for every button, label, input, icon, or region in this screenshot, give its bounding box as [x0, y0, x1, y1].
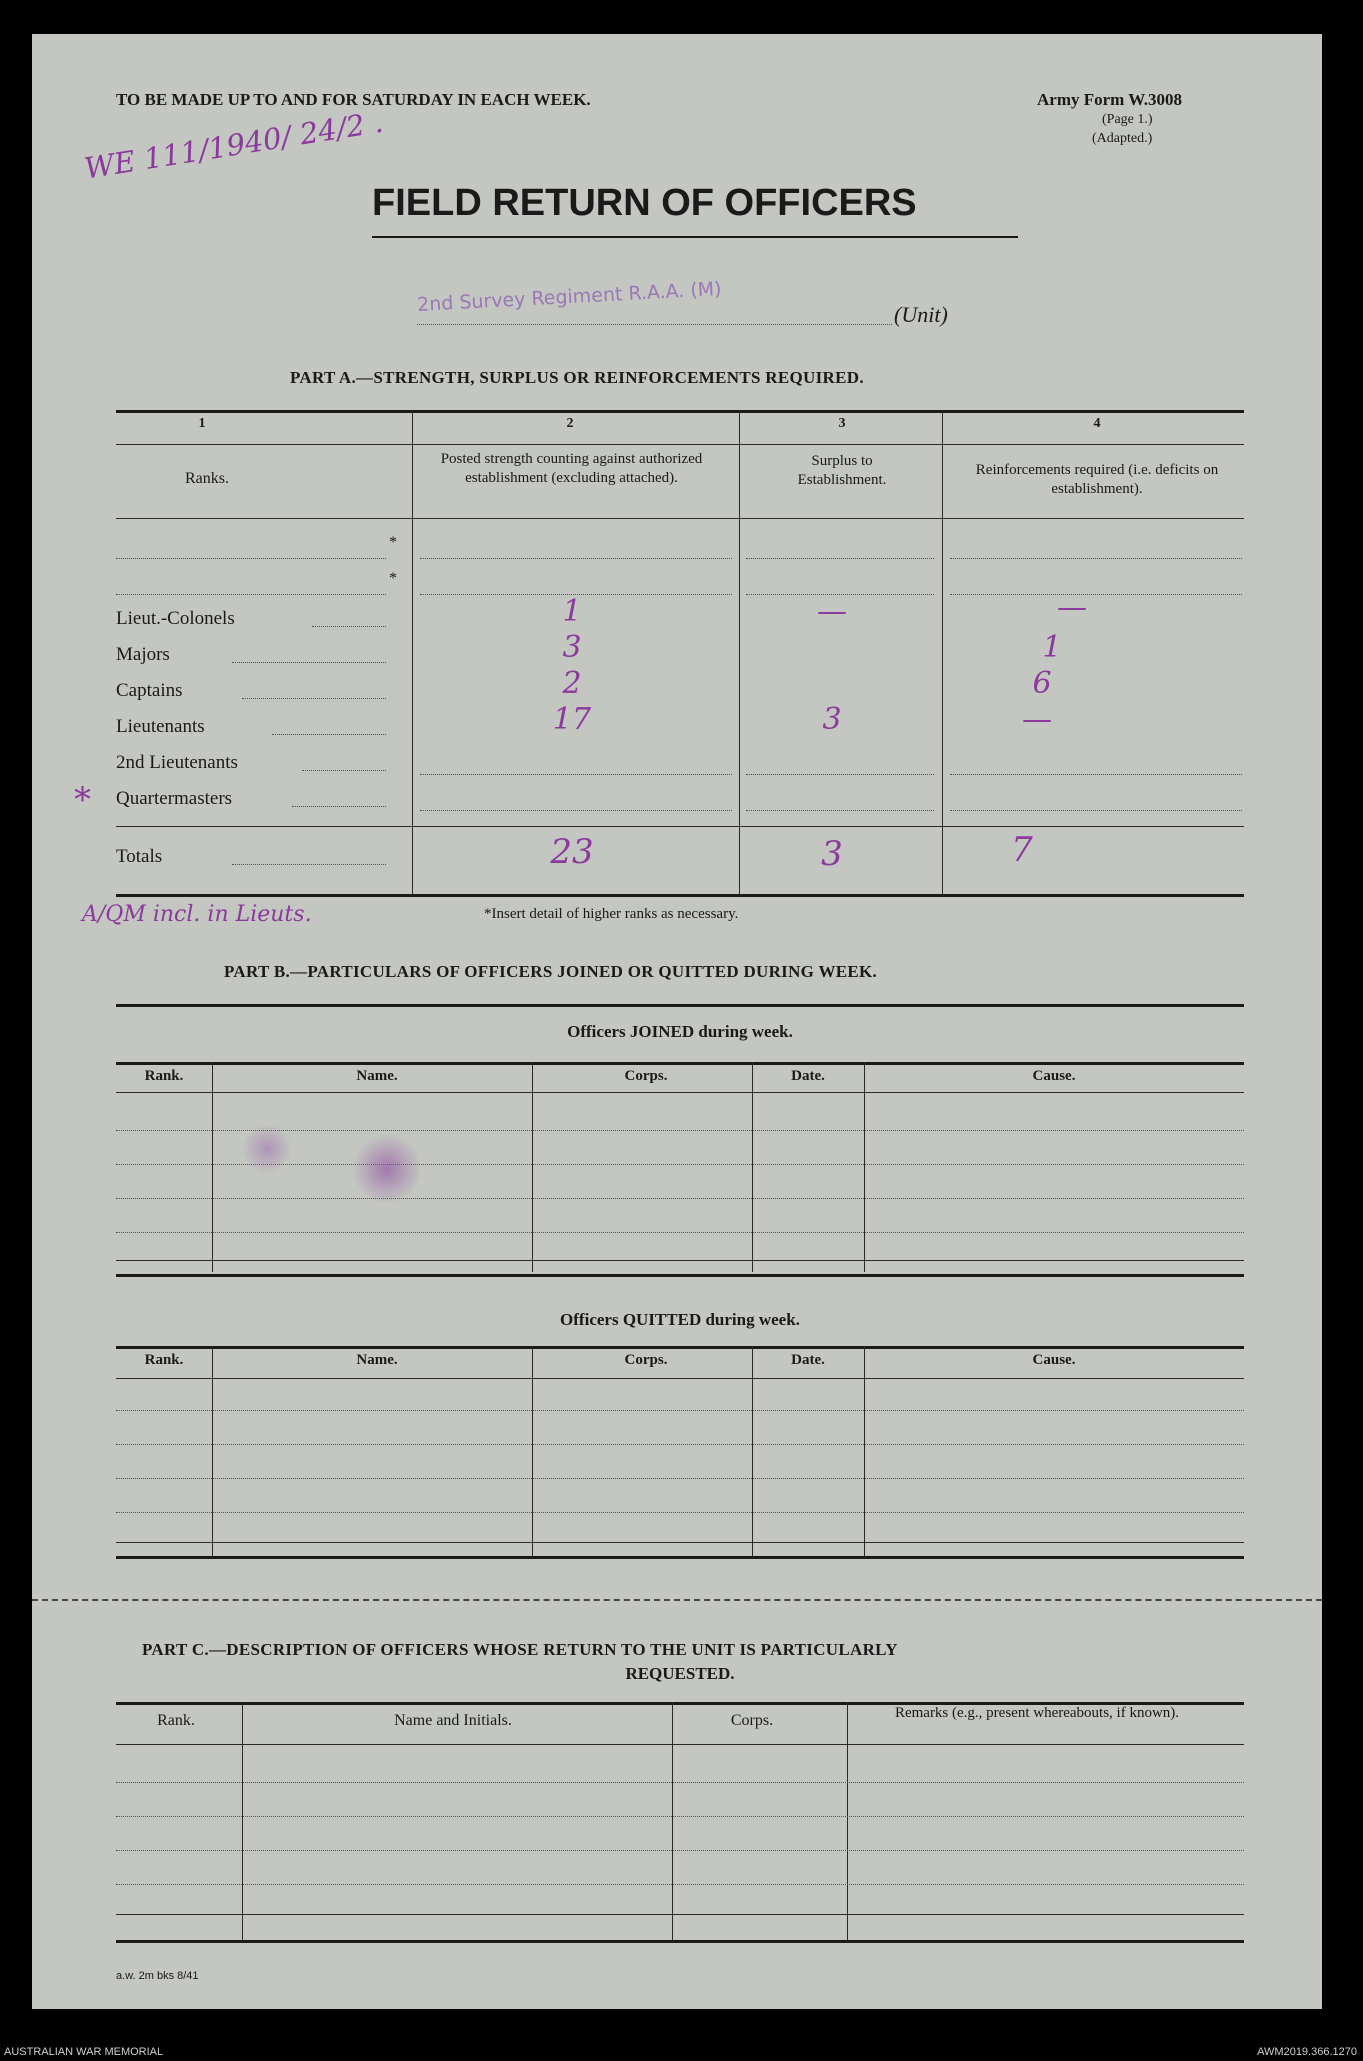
ranks-header: Ranks. [185, 470, 229, 487]
form-page: (Page 1.) [1102, 112, 1153, 127]
part-c-title: PART C.—DESCRIPTION OF OFFICERS WHOSE RETURN TO THE UNIT IS PARTICULARLY [142, 1640, 898, 1659]
totals-reinf: 7 [1011, 830, 1033, 870]
part-c-row-line-2 [116, 1816, 1244, 1817]
quitted-name-header: Name. [356, 1352, 398, 1368]
surplus-dots [746, 810, 934, 811]
col-number-1: 1 [198, 416, 206, 431]
reinf-dots [950, 774, 1242, 775]
part-c-vline-1 [242, 1702, 243, 1942]
posted-value: 1 [562, 594, 582, 629]
part-a-footnote: *Insert detail of higher ranks as necessary. [484, 906, 739, 922]
asterisk-mark-2: * [389, 570, 397, 587]
quitted-row-line-4 [116, 1512, 1244, 1513]
joined-vline-1 [212, 1062, 213, 1272]
part-a-title: PART A.—STRENGTH, SURPLUS OR REINFORCEMENTS REQUIRED. [290, 368, 864, 387]
page-title: FIELD RETURN OF OFFICERS [372, 182, 917, 224]
posted-header: Posted strength counting against authorized establishment (excluding attached). [440, 451, 703, 486]
joined-header-rule [116, 1092, 1244, 1093]
quitted-header-rule [116, 1378, 1244, 1379]
quitted-date-header: Date. [791, 1352, 825, 1368]
unit-stamp: 2nd Survey Regiment R.A.A. (M) [416, 278, 723, 316]
asterisk-mark-1: * [389, 534, 397, 551]
totals-label: Totals [116, 846, 163, 867]
archive-credit: AUSTRALIAN WAR MEMORIAL [4, 2046, 164, 2058]
part-c-name-header: Name and Initials. [394, 1712, 512, 1729]
part-a-vline-2 [739, 410, 740, 896]
joined-row-line-4 [116, 1232, 1244, 1233]
joined-last-line [116, 1260, 1244, 1261]
part-a-vline-3 [942, 410, 943, 896]
surplus-value: 3 [822, 702, 842, 737]
rank-label: Captains [116, 680, 183, 701]
rank-leader-dots [312, 626, 386, 627]
rank-leader-dots [232, 662, 386, 663]
rank-leader-dots [302, 770, 386, 771]
joined-rank-header: Rank. [144, 1068, 184, 1084]
rank-leader-dots [272, 734, 386, 735]
reinf-dots-a1 [950, 558, 1242, 559]
quitted-row-line-1 [116, 1410, 1244, 1411]
surplus-dots-a1 [746, 558, 934, 559]
col-number-4: 4 [1093, 416, 1101, 431]
part-a-vline-1 [412, 410, 413, 896]
part-a-header-rule [116, 518, 1244, 519]
rank-dots-a1 [116, 558, 386, 559]
rank-label: Majors [116, 644, 170, 665]
part-c-vline-2 [672, 1702, 673, 1942]
part-c-row-line-1 [116, 1782, 1244, 1783]
part-c-vline-3 [847, 1702, 848, 1942]
posted-value: 2 [562, 666, 582, 701]
rank-label: Quartermasters [116, 788, 233, 809]
posted-value: 17 [552, 702, 592, 737]
part-c-remarks-header: Remarks (e.g., present whereabouts, if known). [894, 1705, 1180, 1721]
reinf-value: — [1057, 590, 1087, 625]
part-c-header-rule [116, 1744, 1244, 1745]
title-underline [372, 236, 1018, 238]
instruction-text: TO BE MADE UP TO AND FOR SATURDAY IN EACH WEEK. [116, 90, 591, 109]
joined-row-line-1 [116, 1130, 1244, 1131]
posted-value: 3 [562, 630, 582, 665]
posted-dots [420, 774, 732, 775]
reinf-value: 6 [1032, 666, 1052, 701]
part-c-row-line-4 [116, 1884, 1244, 1885]
part-b-title: PART B.—PARTICULARS OF OFFICERS JOINED OR QUITTED DURING WEEK. [224, 962, 878, 981]
rank-leader-dots [242, 698, 386, 699]
part-c-title-cont: REQUESTED. [625, 1664, 735, 1683]
quitted-rank-header: Rank. [144, 1352, 184, 1368]
quitted-vline-4 [864, 1346, 865, 1556]
ink-blot-1 [242, 1124, 292, 1174]
joined-title: Officers JOINED during week. [567, 1022, 793, 1041]
part-c-last-line [116, 1914, 1244, 1915]
joined-vline-4 [864, 1062, 865, 1272]
quitted-row-line-3 [116, 1478, 1244, 1479]
joined-top-rule [116, 1062, 1244, 1065]
quitted-last-line [116, 1542, 1244, 1543]
joined-bottom-rule [116, 1274, 1244, 1277]
joined-vline-2 [532, 1062, 533, 1272]
handwritten-note: A/QM incl. in Lieuts. [82, 902, 312, 927]
totals-leader-dots [232, 864, 386, 865]
ink-blot-2 [352, 1134, 422, 1204]
form-adapted: (Adapted.) [1092, 131, 1153, 146]
quitted-row-line-2 [116, 1444, 1244, 1445]
joined-date-header: Date. [791, 1068, 825, 1084]
rank-label: Lieut.-Colonels [116, 608, 235, 629]
quitted-vline-3 [752, 1346, 753, 1556]
posted-dots [420, 810, 732, 811]
part-c-rank-header: Rank. [157, 1712, 195, 1729]
totals-surplus: 3 [821, 834, 843, 874]
part-a-number-rule [116, 444, 1244, 445]
part-c-bottom-rule [116, 1940, 1244, 1943]
unit-label: (Unit) [894, 302, 948, 327]
reinf-value: — [1022, 702, 1052, 737]
form-number: Army Form W.3008 [1037, 90, 1182, 109]
quitted-corps-header: Corps. [624, 1352, 668, 1368]
part-a-top-rule [116, 410, 1244, 413]
col-number-3: 3 [838, 416, 846, 431]
reinf-value: 1 [1042, 630, 1062, 665]
totals-top-rule [116, 826, 1244, 827]
joined-cause-header: Cause. [1032, 1068, 1076, 1084]
quitted-bottom-rule [116, 1556, 1244, 1559]
joined-vline-3 [752, 1062, 753, 1272]
quitted-vline-1 [212, 1346, 213, 1556]
quartermasters-asterisk: * [74, 780, 91, 820]
joined-name-header: Name. [356, 1068, 398, 1084]
archive-id: AWM2019.366.1270 [1257, 2046, 1357, 2058]
quitted-vline-2 [532, 1346, 533, 1556]
quitted-cause-header: Cause. [1032, 1352, 1076, 1368]
part-a-bottom-rule [116, 894, 1244, 897]
posted-dots-a1 [420, 558, 732, 559]
rank-dots-a2 [116, 594, 386, 595]
totals-posted: 23 [550, 832, 594, 872]
part-c-corps-header: Corps. [730, 1712, 774, 1729]
rank-label: 2nd Lieutenants [116, 752, 238, 773]
reinf-dots [950, 810, 1242, 811]
quitted-title: Officers QUITTED during week. [560, 1310, 800, 1329]
surplus-header: Surplus to Establishment. [797, 453, 887, 488]
handwritten-reference: WE 111/1940/ 24/2 . [82, 104, 386, 186]
joined-corps-header: Corps. [624, 1068, 668, 1084]
perforation-line [32, 1599, 1322, 1601]
col-number-2: 2 [566, 416, 574, 431]
quitted-top-rule [116, 1346, 1244, 1349]
part-b-top-rule [116, 1004, 1244, 1007]
print-code: a.w. 2m bks 8/41 [116, 1970, 199, 1982]
surplus-value: — [817, 594, 847, 629]
rank-leader-dots [292, 806, 386, 807]
reinforcements-header: Reinforcements required (i.e. deficits on establishment). [975, 462, 1219, 497]
unit-dotted-line [417, 324, 892, 325]
surplus-dots [746, 774, 934, 775]
rank-label: Lieutenants [116, 716, 205, 737]
form-sheet [32, 34, 1322, 2009]
part-c-row-line-3 [116, 1850, 1244, 1851]
joined-row-line-3 [116, 1198, 1244, 1199]
